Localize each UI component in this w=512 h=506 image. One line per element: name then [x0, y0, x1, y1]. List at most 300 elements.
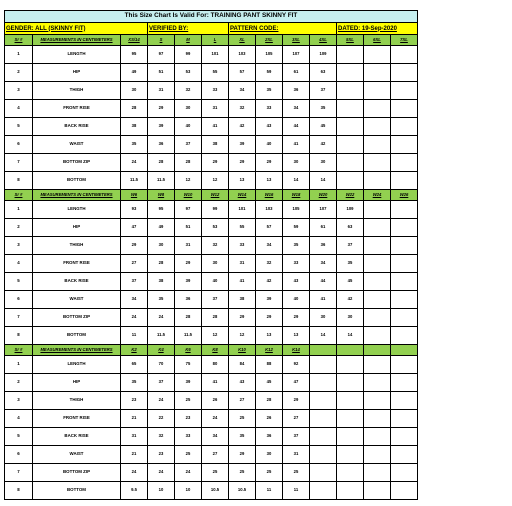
- table-row: [5, 273, 418, 291]
- value-cell: 35: [256, 82, 283, 100]
- value-cell: 12: [202, 172, 229, 190]
- size-header-cell: K14: [283, 345, 310, 356]
- value-cell: 32: [175, 82, 202, 100]
- table-row: [5, 446, 418, 464]
- value-cell: [391, 201, 418, 219]
- value-cell: 45: [310, 118, 337, 136]
- table-row: [5, 172, 418, 190]
- value-cell: [391, 82, 418, 100]
- size-header-cell: [391, 345, 418, 356]
- sr-header: Sr #: [5, 345, 33, 356]
- value-cell: 13: [283, 327, 310, 345]
- value-cell: 32: [202, 237, 229, 255]
- sr-cell: 6: [5, 446, 33, 464]
- value-cell: 37: [283, 428, 310, 446]
- value-cell: 39: [256, 291, 283, 309]
- value-cell: 24: [175, 464, 202, 482]
- measurement-name-cell: WAIST: [33, 446, 121, 464]
- value-cell: [364, 410, 391, 428]
- measurement-name-cell: BOTTOM: [33, 327, 121, 345]
- value-cell: 40: [175, 118, 202, 136]
- measurement-header: MEASUREMENTS IN CENTIMETERS: [33, 345, 121, 356]
- value-cell: 30: [175, 100, 202, 118]
- value-cell: [391, 392, 418, 410]
- sr-cell: 1: [5, 356, 33, 374]
- value-cell: [310, 446, 337, 464]
- value-cell: 109: [310, 46, 337, 64]
- measurement-name-cell: HIP: [33, 374, 121, 392]
- value-cell: 23: [148, 446, 175, 464]
- value-cell: 28: [202, 309, 229, 327]
- measurement-name-cell: FRONT RISE: [33, 255, 121, 273]
- value-cell: [337, 392, 364, 410]
- value-cell: 10.5: [202, 482, 229, 500]
- value-cell: 31: [202, 100, 229, 118]
- sr-cell: 4: [5, 100, 33, 118]
- value-cell: 29: [229, 154, 256, 172]
- value-cell: 107: [283, 46, 310, 64]
- value-cell: 47: [283, 374, 310, 392]
- gender-label: GENDER: ALL (SKINNY FIT): [5, 23, 148, 35]
- table-row: [5, 482, 418, 500]
- value-cell: [364, 154, 391, 172]
- table-row: [5, 255, 418, 273]
- measurement-name-cell: THIGH: [33, 392, 121, 410]
- value-cell: 42: [256, 273, 283, 291]
- sr-cell: 3: [5, 82, 33, 100]
- value-cell: 33: [202, 82, 229, 100]
- size-header-cell: K12: [256, 345, 283, 356]
- value-cell: 105: [283, 201, 310, 219]
- value-cell: 31: [121, 428, 148, 446]
- value-cell: 44: [310, 273, 337, 291]
- table-row: [5, 410, 418, 428]
- value-cell: 24: [202, 410, 229, 428]
- sr-cell: 5: [5, 273, 33, 291]
- value-cell: 30: [121, 82, 148, 100]
- value-cell: [391, 464, 418, 482]
- value-cell: 28: [121, 100, 148, 118]
- value-cell: 61: [310, 219, 337, 237]
- value-cell: 95: [121, 46, 148, 64]
- value-cell: 29: [175, 255, 202, 273]
- value-cell: 29: [229, 309, 256, 327]
- measurement-name-cell: HIP: [33, 64, 121, 82]
- table-row: [5, 374, 418, 392]
- value-cell: 25: [229, 410, 256, 428]
- value-cell: [391, 118, 418, 136]
- size-header-cell: K10: [229, 345, 256, 356]
- value-cell: 44: [283, 118, 310, 136]
- value-cell: 93: [121, 201, 148, 219]
- value-cell: 37: [310, 82, 337, 100]
- value-cell: [337, 118, 364, 136]
- size-header-cell: XS/14: [121, 35, 148, 46]
- measurement-name-cell: LENGTH: [33, 201, 121, 219]
- value-cell: 41: [229, 273, 256, 291]
- size-header-cell: W26: [391, 190, 418, 201]
- value-cell: 36: [175, 291, 202, 309]
- value-cell: [391, 273, 418, 291]
- value-cell: 40: [283, 291, 310, 309]
- value-cell: 36: [256, 428, 283, 446]
- value-cell: 30: [310, 154, 337, 172]
- value-cell: [391, 154, 418, 172]
- value-cell: [364, 464, 391, 482]
- size-header-cell: W20: [310, 190, 337, 201]
- value-cell: 35: [310, 100, 337, 118]
- value-cell: 47: [121, 219, 148, 237]
- value-cell: [391, 172, 418, 190]
- value-cell: 37: [175, 136, 202, 154]
- size-header-cell: 3XL: [283, 35, 310, 46]
- value-cell: 28: [148, 255, 175, 273]
- size-header-cell: W22: [337, 190, 364, 201]
- sr-cell: 2: [5, 64, 33, 82]
- table-row: [5, 219, 418, 237]
- table-row: [5, 201, 418, 219]
- value-cell: [391, 356, 418, 374]
- value-cell: 28: [148, 154, 175, 172]
- value-cell: [364, 100, 391, 118]
- value-cell: [310, 374, 337, 392]
- table-row: [5, 46, 418, 64]
- value-cell: [364, 356, 391, 374]
- sr-cell: 7: [5, 154, 33, 172]
- value-cell: 63: [337, 219, 364, 237]
- value-cell: 25: [283, 464, 310, 482]
- sr-cell: 8: [5, 172, 33, 190]
- value-cell: 12: [175, 172, 202, 190]
- value-cell: 75: [175, 356, 202, 374]
- value-cell: 61: [283, 64, 310, 82]
- value-cell: 29: [121, 237, 148, 255]
- value-cell: [364, 273, 391, 291]
- value-cell: [364, 309, 391, 327]
- value-cell: 33: [256, 100, 283, 118]
- sr-cell: 6: [5, 291, 33, 309]
- value-cell: [337, 82, 364, 100]
- value-cell: 40: [202, 273, 229, 291]
- size-header-cell: W18: [283, 190, 310, 201]
- value-cell: 49: [121, 64, 148, 82]
- value-cell: [364, 291, 391, 309]
- value-cell: [310, 356, 337, 374]
- value-cell: [364, 46, 391, 64]
- value-cell: [364, 237, 391, 255]
- measurement-header: MEASUREMENTS IN CENTIMETERS: [33, 35, 121, 46]
- value-cell: 99: [202, 201, 229, 219]
- value-cell: 31: [175, 237, 202, 255]
- measurement-name-cell: WAIST: [33, 136, 121, 154]
- value-cell: [337, 46, 364, 64]
- value-cell: 32: [256, 255, 283, 273]
- sr-header: Sr #: [5, 190, 33, 201]
- measurement-name-cell: FRONT RISE: [33, 100, 121, 118]
- value-cell: 24: [148, 309, 175, 327]
- value-cell: [337, 428, 364, 446]
- value-cell: 29: [256, 154, 283, 172]
- value-cell: [391, 237, 418, 255]
- value-cell: 35: [283, 237, 310, 255]
- value-cell: [337, 356, 364, 374]
- value-cell: 35: [229, 428, 256, 446]
- sr-cell: 4: [5, 410, 33, 428]
- value-cell: 28: [175, 154, 202, 172]
- value-cell: 35: [121, 136, 148, 154]
- sr-cell: 6: [5, 136, 33, 154]
- value-cell: 11: [121, 327, 148, 345]
- value-cell: 12: [229, 327, 256, 345]
- value-cell: 39: [175, 273, 202, 291]
- value-cell: 43: [229, 374, 256, 392]
- value-cell: 38: [202, 136, 229, 154]
- value-cell: [391, 255, 418, 273]
- table-row: [5, 118, 418, 136]
- measurement-name-cell: BOTTOM ZIP: [33, 309, 121, 327]
- value-cell: [364, 64, 391, 82]
- value-cell: 29: [283, 309, 310, 327]
- value-cell: 10.5: [229, 482, 256, 500]
- size-header-cell: [310, 345, 337, 356]
- measurement-header: MEASUREMENTS IN CENTIMETERS: [33, 190, 121, 201]
- value-cell: 9.5: [121, 482, 148, 500]
- value-cell: 31: [283, 446, 310, 464]
- measurement-name-cell: FRONT RISE: [33, 410, 121, 428]
- value-cell: 42: [310, 136, 337, 154]
- size-header-cell: 7XL: [391, 35, 418, 46]
- value-cell: 27: [283, 410, 310, 428]
- value-cell: 107: [310, 201, 337, 219]
- value-cell: 10: [175, 482, 202, 500]
- sr-cell: 5: [5, 118, 33, 136]
- value-cell: 59: [256, 64, 283, 82]
- measurement-name-cell: WAIST: [33, 291, 121, 309]
- table-row: [5, 154, 418, 172]
- value-cell: 25: [256, 464, 283, 482]
- value-cell: [391, 410, 418, 428]
- size-header-cell: L: [202, 35, 229, 46]
- value-cell: [391, 46, 418, 64]
- sr-cell: 2: [5, 374, 33, 392]
- value-cell: 34: [121, 291, 148, 309]
- size-header-cell: S: [148, 35, 175, 46]
- table-row: [5, 428, 418, 446]
- size-header-cell: K6: [175, 345, 202, 356]
- value-cell: [364, 201, 391, 219]
- size-header-row: [5, 190, 418, 201]
- sr-cell: 2: [5, 219, 33, 237]
- value-cell: 34: [283, 100, 310, 118]
- table-row: [5, 237, 418, 255]
- value-cell: [310, 482, 337, 500]
- measurement-name-cell: LENGTH: [33, 356, 121, 374]
- value-cell: 53: [202, 219, 229, 237]
- value-cell: 14: [283, 172, 310, 190]
- size-header-cell: W24: [364, 190, 391, 201]
- value-cell: 35: [337, 255, 364, 273]
- pattern-code-label: PATTERN CODE:: [229, 23, 337, 35]
- value-cell: 11.5: [121, 172, 148, 190]
- value-cell: 26: [202, 392, 229, 410]
- sr-cell: 1: [5, 46, 33, 64]
- sr-cell: 7: [5, 309, 33, 327]
- value-cell: 101: [229, 201, 256, 219]
- table-row: [5, 356, 418, 374]
- value-cell: [310, 428, 337, 446]
- value-cell: 97: [175, 201, 202, 219]
- table-row: [5, 291, 418, 309]
- value-cell: 36: [148, 136, 175, 154]
- value-cell: 43: [283, 273, 310, 291]
- value-cell: 25: [229, 464, 256, 482]
- value-cell: 13: [256, 327, 283, 345]
- measurement-name-cell: THIGH: [33, 82, 121, 100]
- value-cell: 42: [337, 291, 364, 309]
- size-header-cell: W14: [229, 190, 256, 201]
- value-cell: 30: [202, 255, 229, 273]
- value-cell: 24: [148, 392, 175, 410]
- value-cell: 13: [256, 172, 283, 190]
- value-cell: 49: [148, 219, 175, 237]
- value-cell: [337, 464, 364, 482]
- value-cell: [364, 428, 391, 446]
- table-row: [5, 136, 418, 154]
- value-cell: 29: [148, 100, 175, 118]
- value-cell: 30: [283, 154, 310, 172]
- sr-cell: 4: [5, 255, 33, 273]
- value-cell: 45: [337, 273, 364, 291]
- value-cell: [391, 100, 418, 118]
- value-cell: 30: [256, 446, 283, 464]
- value-cell: [391, 374, 418, 392]
- value-cell: 105: [256, 46, 283, 64]
- value-cell: 27: [202, 446, 229, 464]
- value-cell: 40: [256, 136, 283, 154]
- table-row: [5, 82, 418, 100]
- measurement-name-cell: BOTTOM ZIP: [33, 154, 121, 172]
- value-cell: 31: [148, 82, 175, 100]
- value-cell: 25: [175, 446, 202, 464]
- value-cell: 55: [229, 219, 256, 237]
- value-cell: 36: [283, 82, 310, 100]
- measurement-name-cell: BACK RISE: [33, 273, 121, 291]
- value-cell: 34: [202, 428, 229, 446]
- dated-label: DATED: 19-Sep-2020: [337, 23, 418, 35]
- value-cell: 88: [256, 356, 283, 374]
- size-chart-table: [4, 10, 418, 500]
- value-cell: [337, 482, 364, 500]
- value-cell: 39: [175, 374, 202, 392]
- value-cell: 11.5: [148, 172, 175, 190]
- sr-cell: 8: [5, 482, 33, 500]
- value-cell: 65: [121, 356, 148, 374]
- table-row: [5, 464, 418, 482]
- value-cell: [391, 136, 418, 154]
- measurement-name-cell: BACK RISE: [33, 428, 121, 446]
- size-header-cell: K4: [148, 345, 175, 356]
- value-cell: [364, 482, 391, 500]
- value-cell: 22: [148, 410, 175, 428]
- table-row: [5, 64, 418, 82]
- value-cell: [337, 172, 364, 190]
- value-cell: [364, 82, 391, 100]
- size-header-cell: W12: [202, 190, 229, 201]
- value-cell: 35: [121, 374, 148, 392]
- value-cell: 11: [256, 482, 283, 500]
- size-header-cell: K8: [202, 345, 229, 356]
- value-cell: 38: [148, 273, 175, 291]
- size-header-cell: W8: [148, 190, 175, 201]
- size-header-cell: [337, 345, 364, 356]
- measurement-name-cell: HIP: [33, 219, 121, 237]
- value-cell: [364, 374, 391, 392]
- value-cell: 63: [310, 64, 337, 82]
- sr-header: Sr #: [5, 35, 33, 46]
- size-header-row: [5, 345, 418, 356]
- value-cell: 80: [202, 356, 229, 374]
- value-cell: 11.5: [175, 327, 202, 345]
- value-cell: 24: [121, 154, 148, 172]
- value-cell: [391, 428, 418, 446]
- sr-cell: 3: [5, 237, 33, 255]
- value-cell: 33: [283, 255, 310, 273]
- value-cell: [391, 219, 418, 237]
- value-cell: 36: [310, 237, 337, 255]
- table-row: [5, 100, 418, 118]
- measurement-name-cell: THIGH: [33, 237, 121, 255]
- value-cell: 14: [310, 327, 337, 345]
- value-cell: 30: [148, 237, 175, 255]
- value-cell: 39: [148, 118, 175, 136]
- value-cell: [391, 64, 418, 82]
- value-cell: 55: [202, 64, 229, 82]
- value-cell: [337, 100, 364, 118]
- measurement-name-cell: LENGTH: [33, 46, 121, 64]
- value-cell: 53: [175, 64, 202, 82]
- value-cell: 51: [148, 64, 175, 82]
- value-cell: 11.5: [148, 327, 175, 345]
- value-cell: 101: [202, 46, 229, 64]
- value-cell: 70: [148, 356, 175, 374]
- value-cell: [364, 327, 391, 345]
- value-cell: 59: [283, 219, 310, 237]
- size-header-cell: 2XL: [256, 35, 283, 46]
- value-cell: [364, 255, 391, 273]
- size-header-cell: XL: [229, 35, 256, 46]
- value-cell: 23: [175, 410, 202, 428]
- value-cell: [364, 392, 391, 410]
- value-cell: 41: [310, 291, 337, 309]
- size-header-cell: M: [175, 35, 202, 46]
- value-cell: 34: [229, 82, 256, 100]
- table-row: [5, 392, 418, 410]
- value-cell: 34: [256, 237, 283, 255]
- value-cell: 41: [283, 136, 310, 154]
- measurement-name-cell: BOTTOM: [33, 482, 121, 500]
- value-cell: 99: [175, 46, 202, 64]
- value-cell: 11: [283, 482, 310, 500]
- value-cell: 84: [229, 356, 256, 374]
- value-cell: 37: [121, 273, 148, 291]
- value-cell: 14: [310, 172, 337, 190]
- table-row: [5, 309, 418, 327]
- value-cell: 57: [256, 219, 283, 237]
- value-cell: 97: [148, 46, 175, 64]
- value-cell: [310, 464, 337, 482]
- value-cell: [391, 309, 418, 327]
- value-cell: 31: [229, 255, 256, 273]
